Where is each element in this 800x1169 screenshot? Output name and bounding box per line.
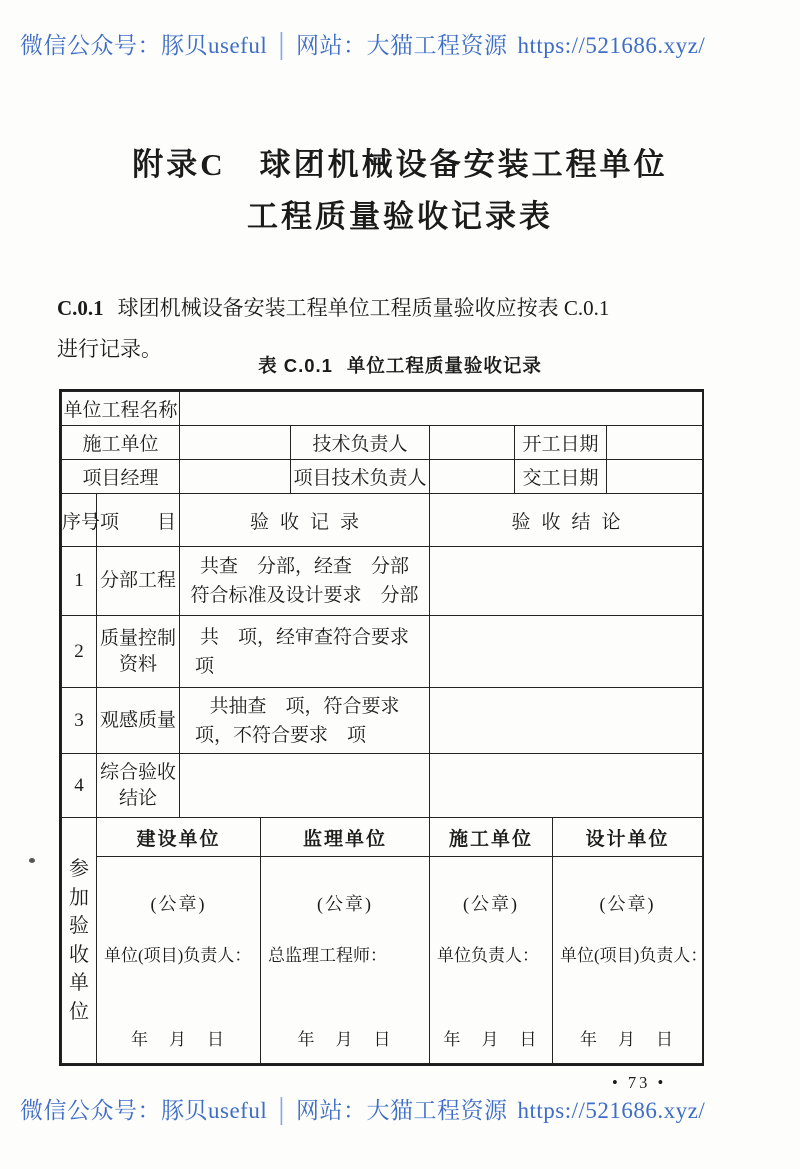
participating-units-side-label [62, 818, 97, 1064]
completion-date-label: 交工日期 [515, 460, 607, 494]
table-row [62, 426, 703, 460]
unit-project-name-value [180, 392, 703, 426]
item-line: 综合验收 [99, 761, 176, 783]
table-row [62, 616, 703, 688]
construction-unit-label: 施工单位 [62, 426, 180, 460]
supervision-unit-header: 监理单位 [261, 818, 430, 857]
record-line: 共查 分部，经查 分部 [199, 556, 409, 577]
record-line: 共抽查 项，符合要求 [209, 695, 400, 717]
row-conclusion [430, 688, 703, 754]
table-row [62, 547, 703, 616]
item-line: 资料 [118, 653, 157, 675]
project-technical-director-value [430, 460, 515, 494]
row-conclusion [430, 547, 703, 616]
principal-signature-label: 单位(项目)负责人： [560, 946, 708, 965]
table-caption-text: 单位工程质量验收记录 [346, 355, 542, 376]
banner-wechat-label: 微信公众号：豚贝useful [20, 1098, 268, 1123]
owner-unit-header: 建设单位 [97, 818, 261, 857]
project-manager-value [180, 460, 291, 494]
supervision-signature-cell [261, 857, 430, 1064]
banner-url: https://521686.xyz/ [517, 33, 706, 58]
banner-divider: │ [273, 1098, 291, 1123]
record-line: 项，不符合要求 项 [195, 724, 367, 746]
row-seq: 4 [62, 754, 97, 818]
seq-column-header: 序号 [62, 494, 97, 547]
table-row [62, 857, 703, 1064]
side-label-char: 位 [69, 1000, 89, 1023]
row-record [180, 754, 430, 818]
clause-text: 球团机械设备安装工程单位工程质量验收应按表 C.0.1 [117, 296, 610, 320]
project-info-table [61, 391, 703, 494]
official-seal-label: (公章) [599, 894, 656, 914]
page-number: • 73 • [612, 1073, 667, 1092]
start-date-label: 开工日期 [515, 426, 607, 460]
project-technical-director-label: 项目技术负责人 [291, 460, 430, 494]
clause-line2: 进行记录。 [57, 337, 162, 361]
design-unit-header: 设计单位 [553, 818, 703, 857]
record-line: 项 [195, 655, 215, 677]
acceptance-record-table [59, 389, 708, 1066]
banner-wechat-label: 微信公众号：豚贝useful [20, 33, 268, 58]
row-seq: 3 [62, 688, 97, 754]
item-line: 质量控制 [99, 627, 176, 649]
item-line: 结论 [118, 787, 157, 809]
design-signature-cell [553, 857, 708, 1064]
item-column-header: 项 目 [97, 494, 180, 547]
clause-number: C.0.1 [57, 296, 104, 320]
date-line: 年 月 日 [443, 1030, 539, 1049]
table-header-row [62, 818, 703, 857]
table-header-row [62, 494, 703, 547]
construction-unit-value [180, 426, 291, 460]
owner-signature-cell [97, 857, 261, 1064]
technical-director-label: 技术负责人 [291, 426, 430, 460]
table-row [62, 754, 703, 818]
official-seal-label: (公章) [150, 894, 207, 914]
completion-date-value [607, 460, 703, 494]
table-row [62, 392, 703, 426]
row-conclusion [430, 616, 703, 688]
row-item-label: 观感质量 [97, 688, 180, 754]
side-label-char: 参 [69, 858, 89, 880]
side-label-char: 验 [69, 915, 89, 937]
chief-supervisor-signature-label: 总监理工程师： [268, 946, 387, 965]
clause-line1 [57, 288, 752, 329]
record-line: 符合标准及设计要求 分部 [190, 585, 419, 606]
acceptance-items-table [61, 493, 703, 818]
table-caption-number: 表 C.0.1 [258, 355, 333, 376]
scan-artifact-dot [29, 858, 35, 863]
row-item-label: 分部工程 [97, 547, 180, 616]
official-seal-label: (公章) [317, 894, 373, 914]
watermark-banner-top [20, 27, 790, 60]
side-label-char: 单 [69, 972, 89, 994]
banner-url: https://521686.xyz/ [517, 1098, 706, 1123]
date-line: 年 月 日 [131, 1030, 226, 1049]
appendix-title-line2: 工程质量验收记录表 [247, 199, 553, 234]
date-line: 年 月 日 [580, 1030, 675, 1049]
banner-site-label: 网站：大猫工程资源 [296, 33, 508, 58]
row-seq: 2 [62, 616, 97, 688]
watermark-banner-bottom [20, 1092, 790, 1125]
principal-signature-label: 单位(项目)负责人： [104, 946, 252, 965]
start-date-value [607, 426, 703, 460]
banner-divider: │ [273, 33, 291, 58]
construction-signature-cell [430, 857, 553, 1064]
unit-project-name-label: 单位工程名称 [62, 392, 180, 426]
technical-director-value [430, 426, 515, 460]
row-conclusion [430, 754, 703, 818]
row-item-label [97, 616, 180, 688]
table-row [62, 460, 703, 494]
participating-units-table [61, 817, 708, 1064]
date-line: 年 月 日 [297, 1030, 393, 1049]
principal-signature-label: 单位负责人： [437, 946, 539, 965]
appendix-title-line1: 附录C 球团机械设备安装工程单位 [132, 147, 668, 182]
row-record [180, 547, 430, 616]
banner-site-label: 网站：大猫工程资源 [296, 1098, 508, 1123]
row-seq: 1 [62, 547, 97, 616]
table-row [62, 688, 703, 754]
record-column-header: 验收记录 [180, 494, 430, 547]
conclusion-column-header: 验收结论 [430, 494, 703, 547]
construction-unit-header: 施工单位 [430, 818, 553, 857]
side-label-char: 加 [69, 886, 89, 909]
row-item-label [97, 754, 180, 818]
appendix-title [0, 139, 800, 243]
row-record [180, 688, 430, 754]
side-label-char: 收 [69, 943, 89, 966]
record-line: 共 项，经审查符合要求 [199, 626, 409, 648]
official-seal-label: (公章) [463, 894, 519, 914]
row-record [180, 616, 430, 688]
project-manager-label: 项目经理 [62, 460, 180, 494]
table-caption [0, 352, 800, 378]
